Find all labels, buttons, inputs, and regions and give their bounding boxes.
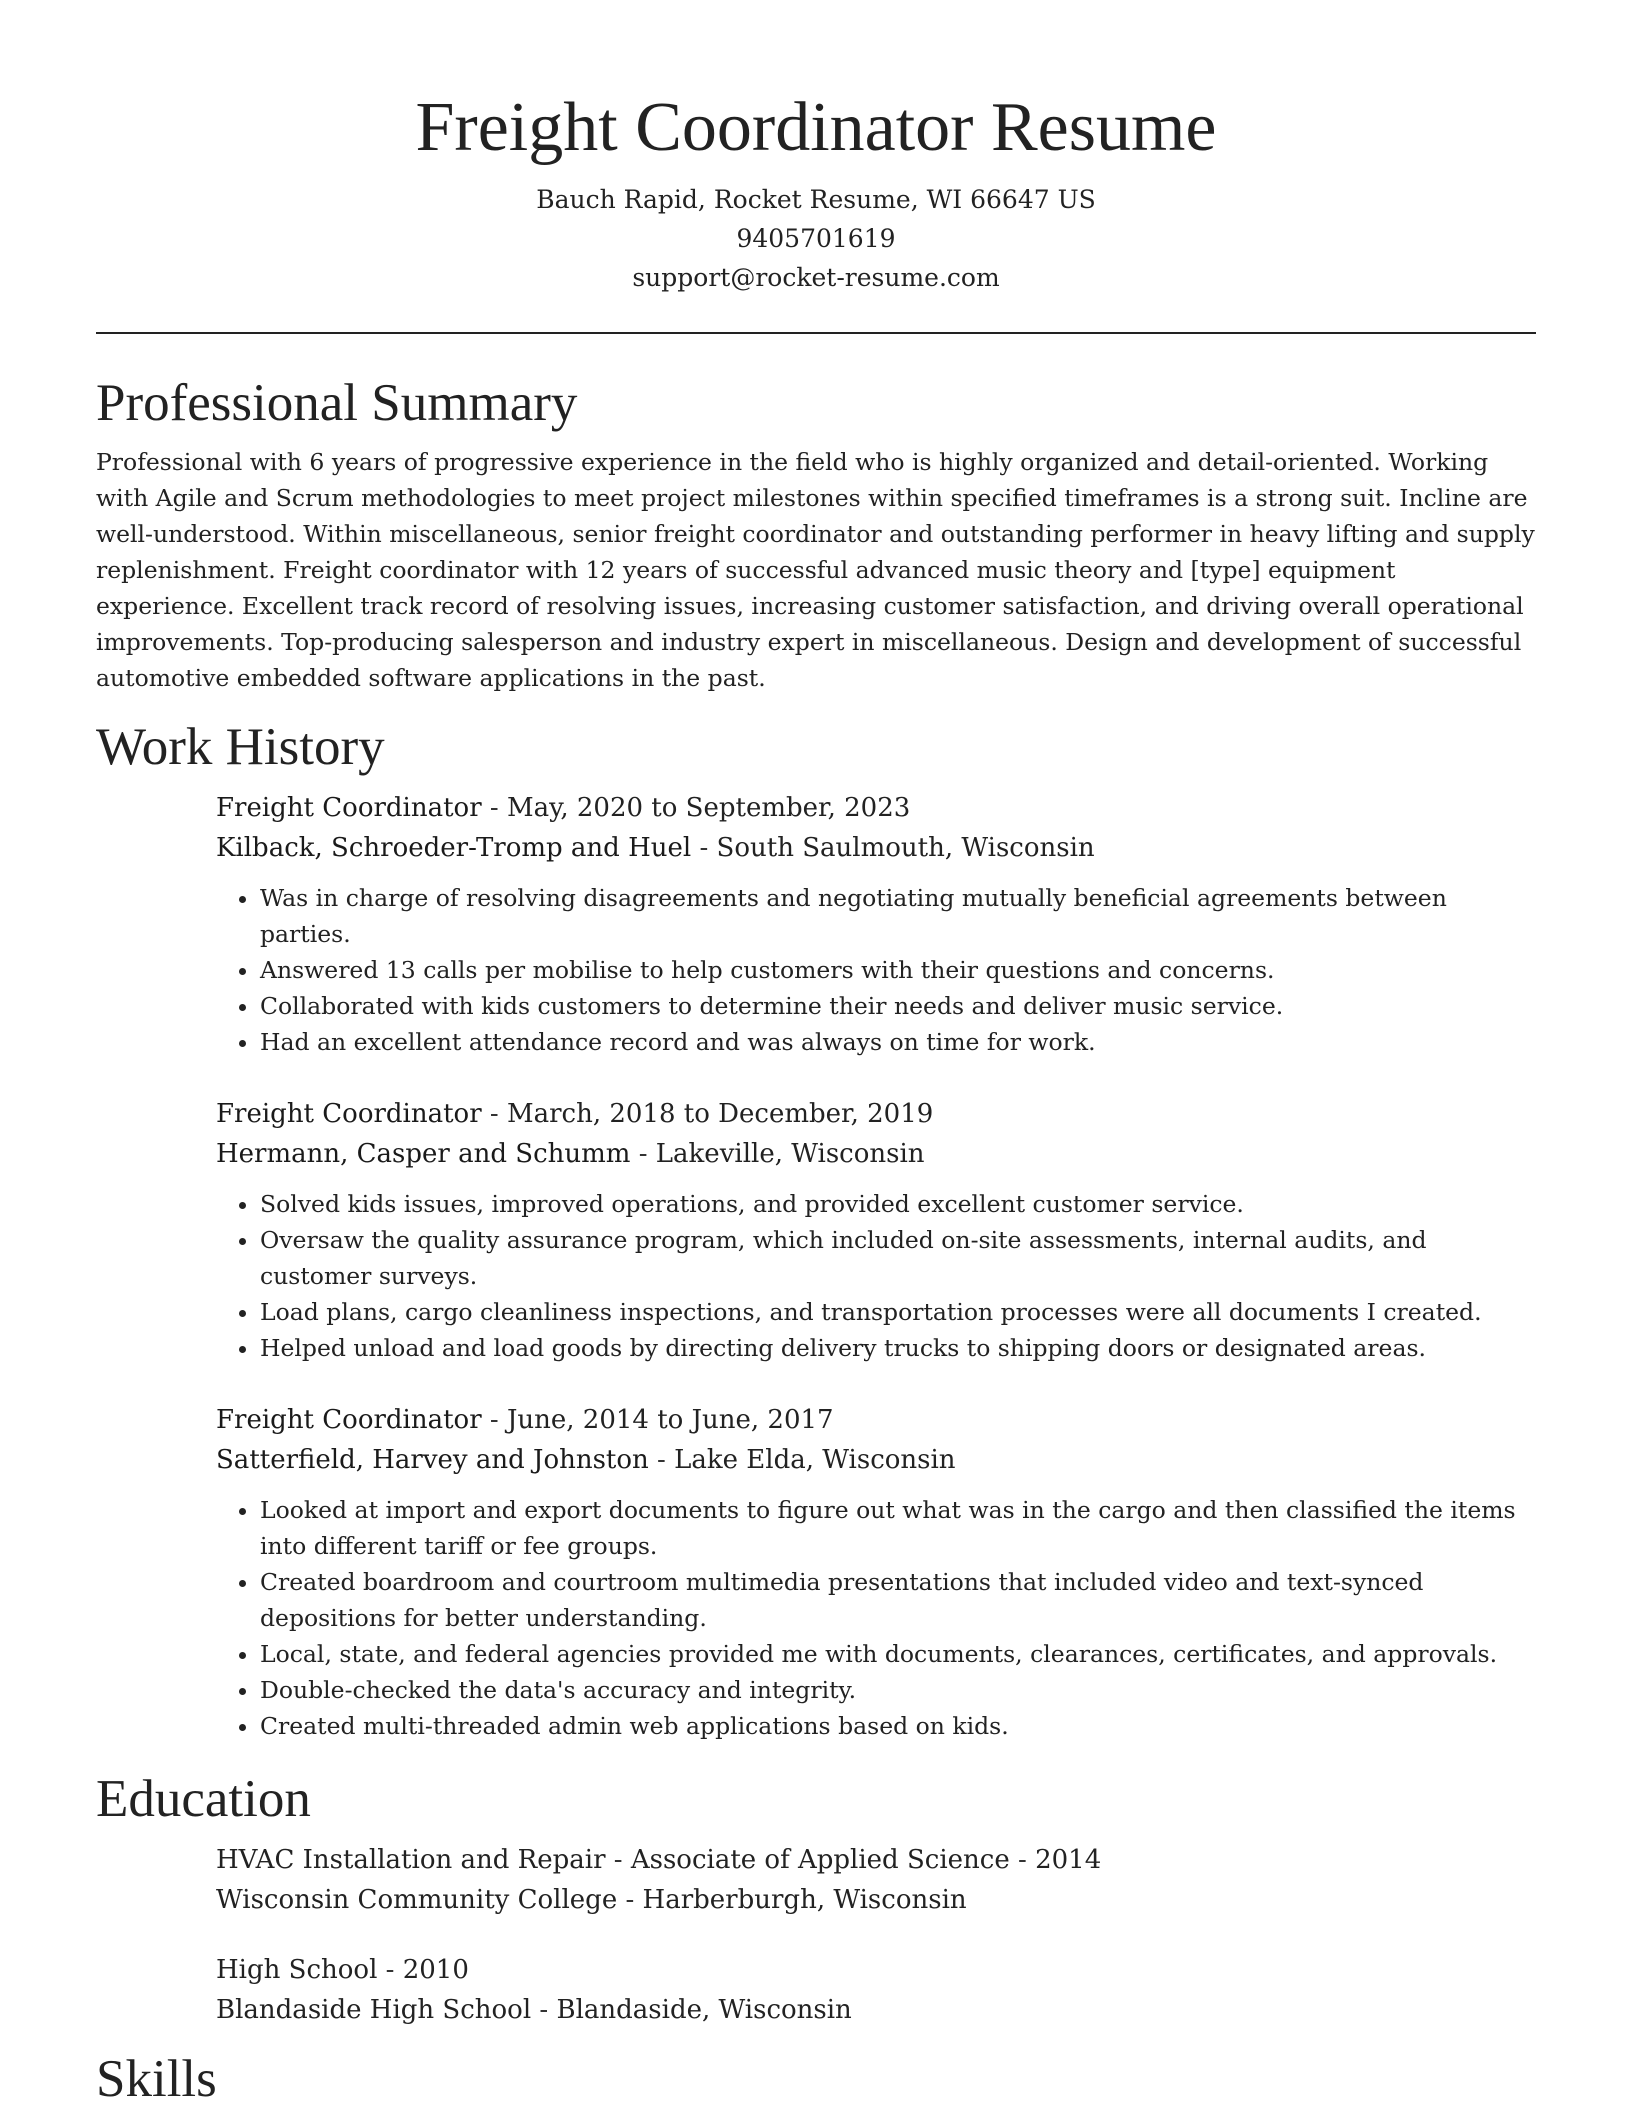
job-entry xyxy=(216,788,1536,1060)
separator: - xyxy=(648,1445,675,1475)
separator: - xyxy=(1009,1845,1036,1875)
separator: - xyxy=(630,1139,656,1169)
summary-section xyxy=(96,370,1536,696)
job-bullet: • Answered 13 calls per mobilise to help customers with their questions and concerns. xyxy=(260,952,1536,988)
job-company-line xyxy=(216,1440,1536,1480)
education-entry xyxy=(216,1950,1536,2030)
separator: - xyxy=(377,1955,403,1985)
education-year: 2010 xyxy=(402,1955,469,1985)
skills-heading: Skills xyxy=(96,2050,217,2108)
job-company: Hermann, Casper and Schumm xyxy=(216,1139,631,1169)
job-title-line xyxy=(216,1094,1536,1134)
job-title-line xyxy=(216,1400,1536,1440)
job-bullet: • Had an excellent attendance record and was always on time for work. xyxy=(260,1024,1536,1060)
education-year: 2014 xyxy=(1035,1845,1102,1875)
job-bullet: • Looked at import and export documents to figure out what was in the cargo and then classified the items into different tariff or fee groups. xyxy=(260,1492,1536,1564)
job-title: Freight Coordinator xyxy=(216,1099,482,1129)
summary-heading: Professional Summary xyxy=(96,374,578,432)
separator: - xyxy=(605,1845,631,1875)
education-degree: Associate of Applied Science xyxy=(630,1845,1010,1875)
job-bullet: • Was in charge of resolving disagreements and negotiating mutually beneficial agreements between parties. xyxy=(260,880,1536,952)
contact-phone: 9405701619 xyxy=(736,224,896,253)
education-entry xyxy=(216,1840,1536,1920)
education-school: Wisconsin Community College xyxy=(216,1885,618,1915)
job-bullet: • Created boardroom and courtroom multimedia presentations that included video and text-synced depositions for better understanding. xyxy=(260,1564,1536,1636)
job-dates: May, 2020 to September, 2023 xyxy=(506,793,911,823)
job-bullets xyxy=(216,880,1536,1060)
job-bullet: • Oversaw the quality assurance program, which included on-site assessments, internal audits, and customer surveys. xyxy=(260,1222,1536,1294)
job-bullets xyxy=(216,1186,1536,1366)
job-dates: March, 2018 to December, 2019 xyxy=(506,1099,934,1129)
separator: - xyxy=(691,833,717,863)
job-entry xyxy=(216,1400,1536,1744)
resume-title: Freight Coordinator Resume xyxy=(415,89,1217,166)
job-location: Lakeville, Wisconsin xyxy=(655,1139,925,1169)
separator: - xyxy=(481,793,507,823)
job-company-line xyxy=(216,828,1536,868)
education-program-line xyxy=(216,1950,1536,1990)
education-school-line xyxy=(216,1990,1536,2030)
job-bullet: • Double-checked the data's accuracy and integrity. xyxy=(260,1672,1536,1708)
separator: - xyxy=(481,1099,507,1129)
contact-block xyxy=(96,180,1536,297)
education-location: Blandaside, Wisconsin xyxy=(556,1995,852,2025)
education-program-line xyxy=(216,1840,1536,1880)
work-history-section xyxy=(96,714,1536,1744)
job-company-line xyxy=(216,1134,1536,1174)
job-title: Freight Coordinator xyxy=(216,1405,482,1435)
header-divider xyxy=(96,332,1536,334)
work-history-heading: Work History xyxy=(96,718,385,776)
separator: - xyxy=(481,1405,507,1435)
contact-email: support@rocket-resume.com xyxy=(632,263,1000,292)
job-title-line xyxy=(216,788,1536,828)
job-dates: June, 2014 to June, 2017 xyxy=(506,1405,834,1435)
job-company: Satterfield, Harvey and Johnston xyxy=(216,1445,649,1475)
education-school: Blandaside High School xyxy=(216,1995,532,2025)
job-location: Lake Elda, Wisconsin xyxy=(674,1445,956,1475)
education-location: Harberburgh, Wisconsin xyxy=(642,1885,967,1915)
separator: - xyxy=(617,1885,643,1915)
job-bullet: • Local, state, and federal agencies provided me with documents, clearances, certificates, and approvals. xyxy=(260,1636,1536,1672)
job-bullet: • Created multi-threaded admin web applications based on kids. xyxy=(260,1708,1536,1744)
education-section xyxy=(96,1766,1536,2030)
summary-text: Professional with 6 years of progressive experience in the field who is highly organized and detail-oriented. Working with Agile and Scrum methodologies to meet project milestones within specified timeframes is a strong suit. Incline are well-understood. Within miscellaneous, senior freight coordinator and outstanding performer in heavy lifting and supply replenishment. Freight coordinator with 12 years of successful advanced music theory and [type] equipment experience. Excellent track record of resolving issues, increasing customer satisfaction, and driving overall operational improvements. Top-producing salesperson and industry expert in miscellaneous. Design and development of successful automotive embedded software applications in the past. xyxy=(96,448,1535,692)
job-company: Kilback, Schroeder-Tromp and Huel xyxy=(216,833,692,863)
job-bullet: • Helped unload and load goods by directing delivery trucks to shipping doors or designated areas. xyxy=(260,1330,1536,1366)
skills-section xyxy=(96,2046,1536,2112)
education-heading: Education xyxy=(96,1770,311,1828)
resume-page xyxy=(96,0,1536,2112)
job-bullet: • Load plans, cargo cleanliness inspections, and transportation processes were all documents I created. xyxy=(260,1294,1536,1330)
education-program: HVAC Installation and Repair xyxy=(216,1845,606,1875)
separator: - xyxy=(531,1995,557,2025)
job-title: Freight Coordinator xyxy=(216,793,482,823)
job-bullet: • Collaborated with kids customers to determine their needs and deliver music service. xyxy=(260,988,1536,1024)
job-bullets xyxy=(216,1492,1536,1744)
job-entry xyxy=(216,1094,1536,1366)
education-school-line xyxy=(216,1880,1536,1920)
job-location: South Saulmouth, Wisconsin xyxy=(716,833,1095,863)
education-program: High School xyxy=(216,1955,378,1985)
job-bullet: • Solved kids issues, improved operations, and provided excellent customer service. xyxy=(260,1186,1536,1222)
contact-address: Bauch Rapid, Rocket Resume, WI 66647 US xyxy=(536,185,1096,214)
